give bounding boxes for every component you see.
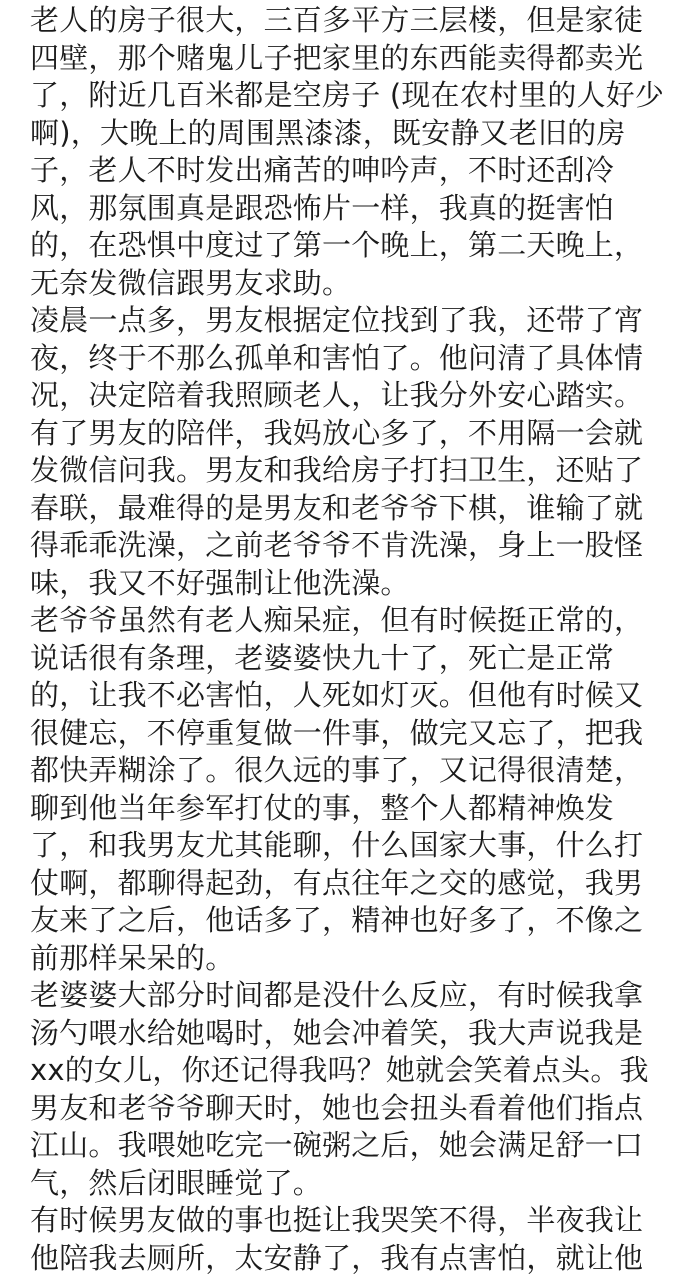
text-line: 都快弄糊涂了。很久远的事了，又记得很清楚， bbox=[30, 753, 644, 787]
text-line: 汤勺喂水给她喝时，她会冲着笑，我大声说我是 bbox=[30, 1015, 644, 1050]
text-line: 男友和老爷爷聊天时，她也会扭头看着他们指点 bbox=[30, 1090, 644, 1125]
text-line: 友来了之后，他话多了，精神也好多了，不像之 bbox=[30, 903, 644, 937]
text-line: 说话很有条理，老婆婆快九十了，死亡是正常 bbox=[30, 640, 615, 675]
text-line: 有了男友的陪伴，我妈放心多了，不用隔一会就 bbox=[30, 415, 644, 450]
text-line: 的，让我不必害怕，人死如灯灭。但他有时候又 bbox=[30, 678, 644, 712]
text-line: 味，我又不好强制让他洗澡。 bbox=[30, 565, 410, 600]
text-line: 子，老人不时发出痛苦的呻吟声，不时还刮冷 bbox=[30, 153, 615, 187]
text-line: 得乖乖洗澡，之前老爷爷不肯洗澡，身上一股怪 bbox=[30, 528, 644, 562]
text-line: 发微信问我。男友和我给房子打扫卫生，还贴了 bbox=[30, 453, 644, 487]
text-line: 夜，终于不那么孤单和害怕了。他问清了具体情 bbox=[30, 340, 644, 375]
text-line: xx的女儿，你还记得我吗？她就会笑着点头。我 bbox=[30, 1053, 649, 1087]
text-line: 风，那氛围真是跟恐怖片一样，我真的挺害怕 bbox=[30, 190, 615, 225]
text-line: 仗啊，都聊得起劲，有点往年之交的感觉，我男 bbox=[30, 865, 644, 900]
text-line: 四壁，那个赌鬼儿子把家里的东西能卖得都卖光 bbox=[30, 40, 644, 75]
text-line: 江山。我喂她吃完一碗粥之后，她会满足舒一口 bbox=[30, 1128, 644, 1162]
text-line: 了，附近几百米都是空房子 (现在农村里的人好少 bbox=[30, 78, 665, 112]
text-line: 无奈发微信跟男友求助。 bbox=[30, 265, 352, 300]
text-line: 的，在恐惧中度过了第一个晚上，第二天晚上， bbox=[30, 228, 644, 262]
text-line: 气，然后闭眼睡觉了。 bbox=[30, 1165, 323, 1200]
text-line: 况，决定陪着我照顾老人，让我分外安心踏实。 bbox=[30, 378, 644, 412]
text-line: 有时候男友做的事也挺让我哭笑不得，半夜我让 bbox=[30, 1203, 644, 1237]
text-line: 他陪我去厕所，太安静了，我有点害怕，就让他 bbox=[30, 1240, 644, 1275]
text-line: 凌晨一点多，男友根据定位找到了我，还带了宵 bbox=[30, 303, 644, 337]
text-line: 春联，最难得的是男友和老爷爷下棋，谁输了就 bbox=[30, 490, 644, 525]
text-line: 老爷爷虽然有老人痴呆症，但有时候挺正常的， bbox=[30, 603, 644, 637]
text-line: 聊到他当年参军打仗的事，整个人都精神焕发 bbox=[30, 790, 615, 825]
text-line: 老人的房子很大，三百多平方三层楼，但是家徒 bbox=[30, 3, 644, 37]
text-line: 很健忘，不停重复做一件事，做完又忘了，把我 bbox=[30, 715, 644, 750]
text-line: 了，和我男友尤其能聊，什么国家大事，什么打 bbox=[30, 828, 644, 862]
text-line: 啊)，大晚上的周围黑漆漆，既安静又老旧的房 bbox=[30, 115, 626, 150]
text-line: 老婆婆大部分时间都是没什么反应，有时候我拿 bbox=[30, 978, 644, 1012]
text-line: 前那样呆呆的。 bbox=[30, 940, 235, 975]
